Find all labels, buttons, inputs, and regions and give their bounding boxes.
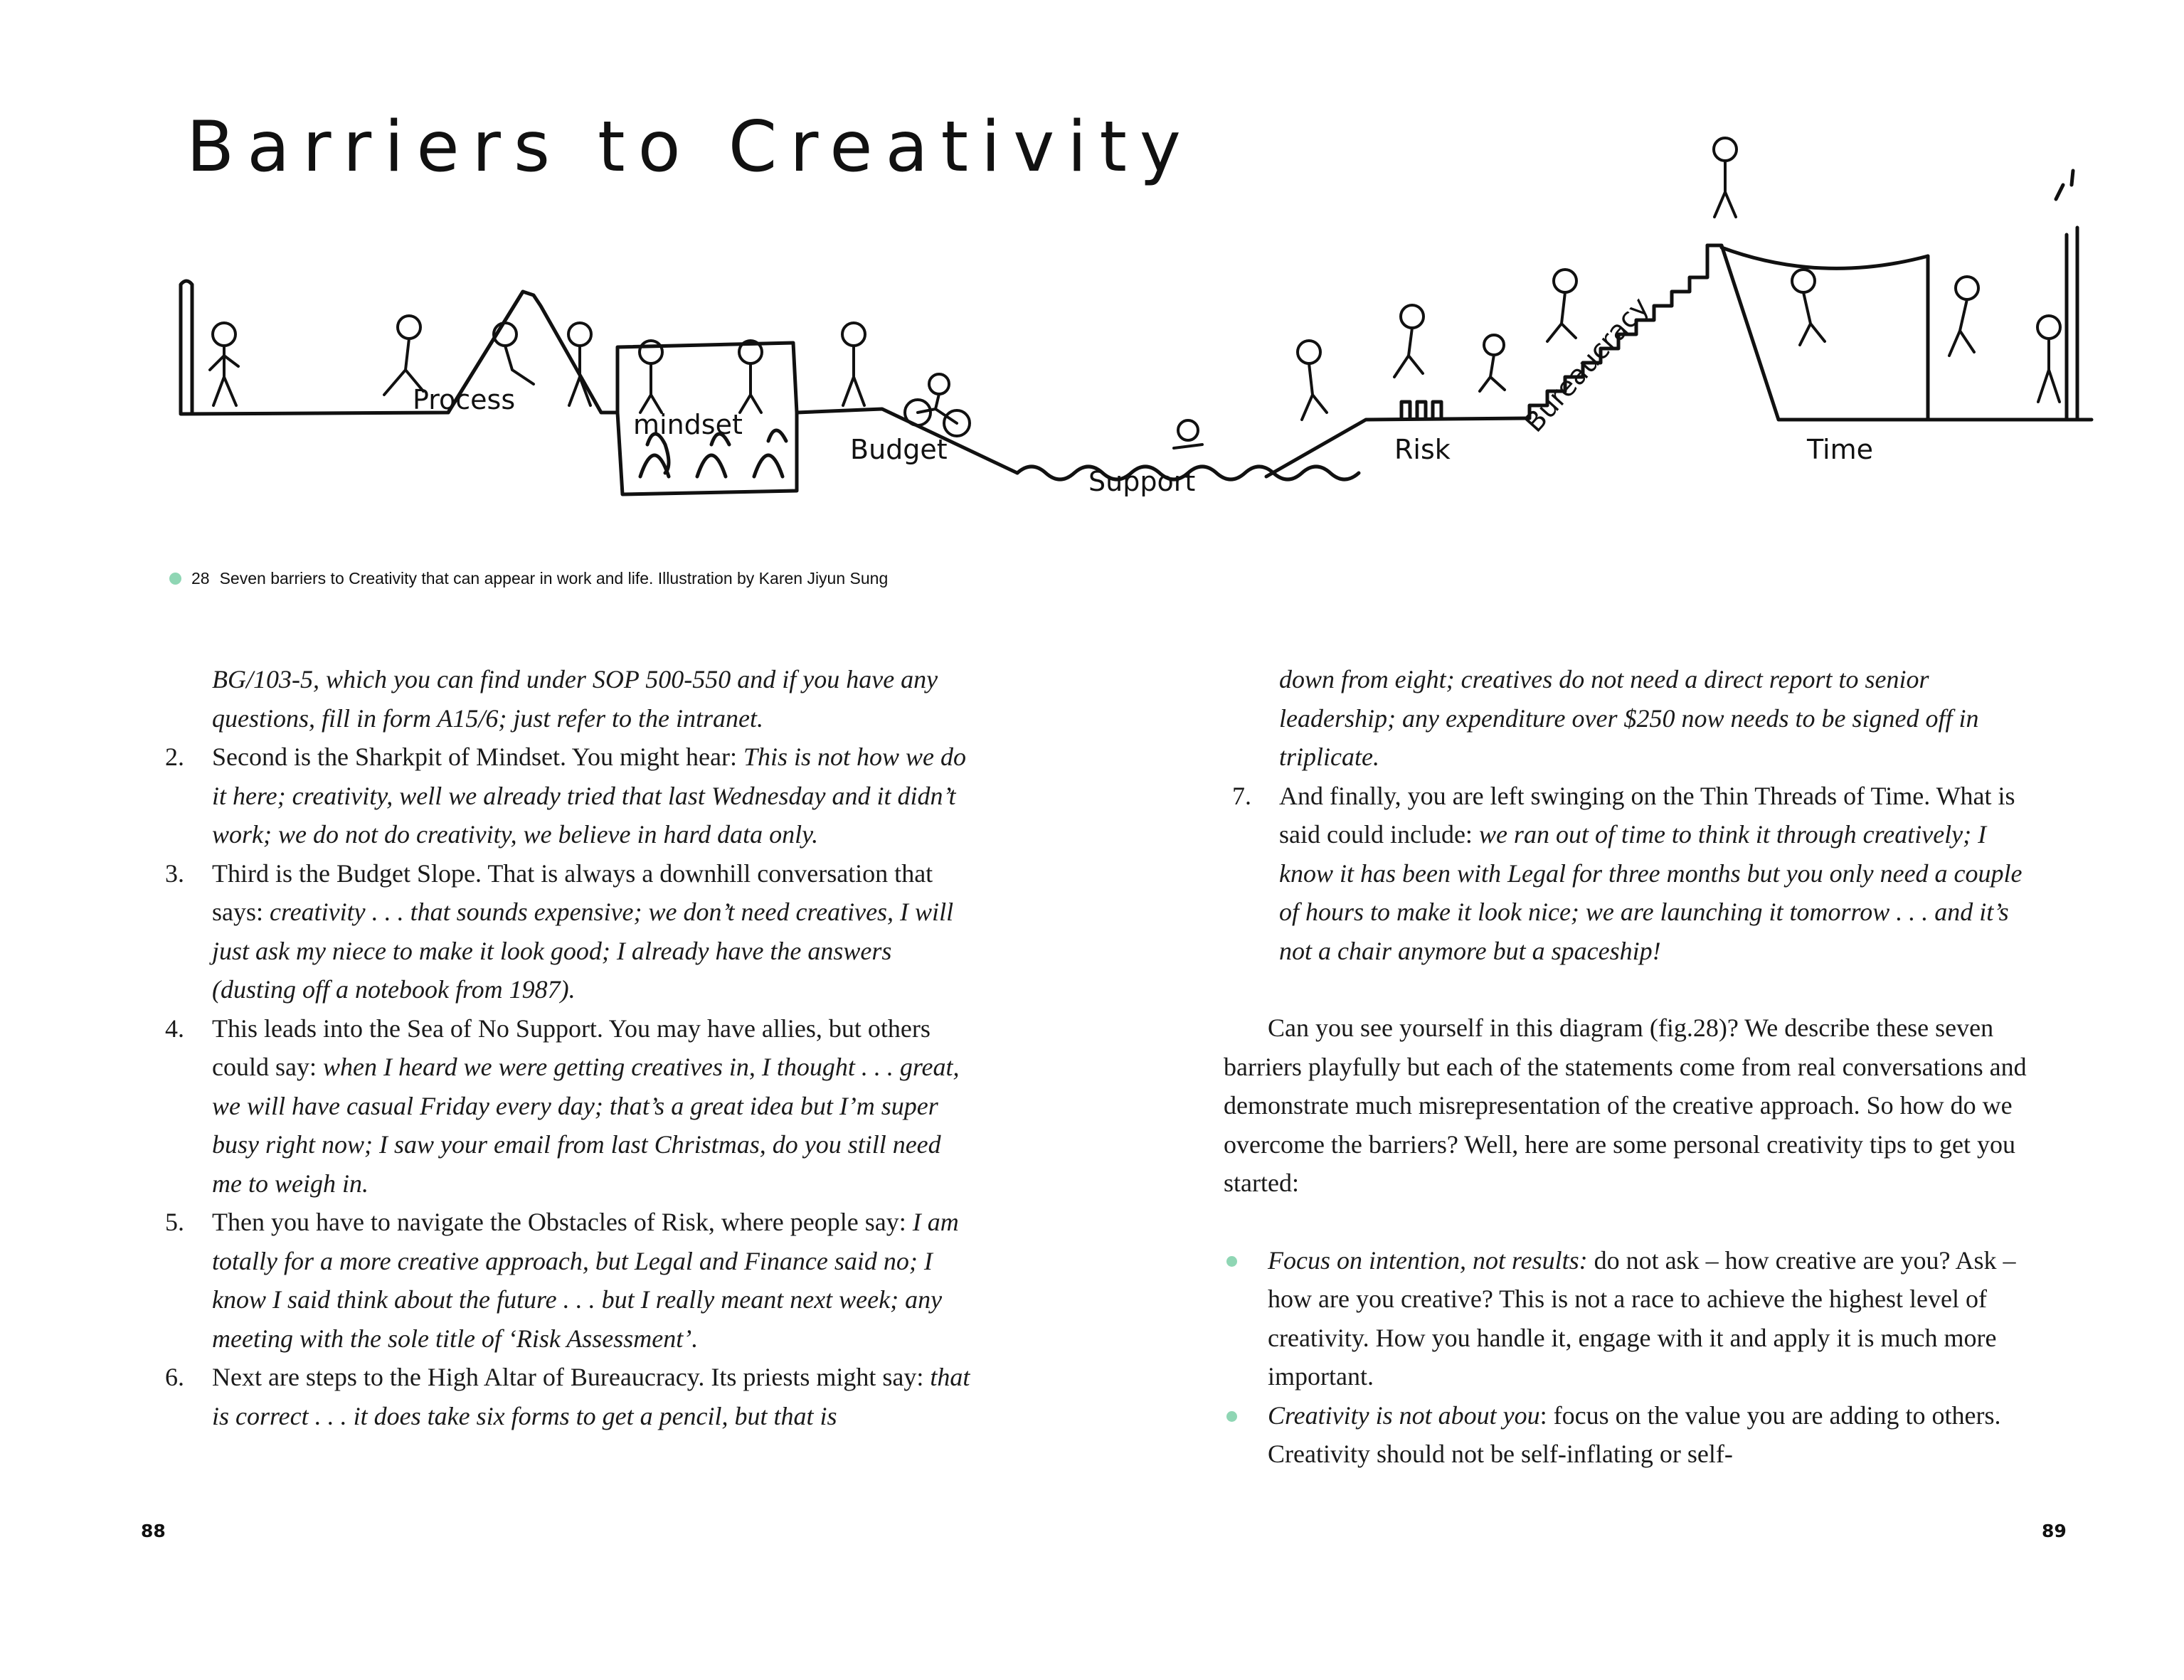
figure-walker-1 (210, 323, 238, 405)
label-support: Support (1088, 466, 1196, 497)
figure-climber (384, 316, 423, 395)
start-post (181, 281, 192, 413)
figure-swinger-2 (1949, 277, 1978, 356)
bullet-item: Creativity is not about you: focus on the value you are adding to others. Creativity should not be self-inflating or self- (1224, 1396, 2042, 1474)
page-number-left: 88 (141, 1521, 166, 1541)
continued-text: down from eight; creatives do not need a direct report to senior leadership; any expenditure over $250 now needs to be signed off in triplicate. (1279, 665, 1979, 771)
figure-top (1714, 138, 1737, 217)
list-item: 5. Then you have to navigate the Obstacles of Risk, where people say: I am totally for a more creative approach, but Legal and Finance said no; I know I said think about the future . . . but I really meant next week; any meeting with the sole title of ‘Risk Assessment’. (165, 1208, 959, 1353)
list-item: 6. Next are steps to the High Altar of Bureaucracy. Its priests might say: that is correct . . . it does take six forms to get a pencil, but that is (165, 1363, 970, 1430)
bullet-item: Focus on intention, not results: do not ask – how creative are you? Ask – how are you creative? This is not a race to achieve the highest level of creativity. How you handle it, engage with it and apply it is much more important. (1224, 1241, 2042, 1396)
label-bureaucracy: Bureaucracy (1517, 291, 1655, 439)
label-time: Time (1807, 434, 1873, 465)
page-title: Barriers to Creativity (186, 107, 1194, 188)
figure-swinger-1 (1792, 270, 1825, 345)
ground-line (181, 292, 617, 414)
right-column (1224, 660, 2042, 1474)
figure-walker-5 (2037, 316, 2060, 402)
body-paragraph: Can you see yourself in this diagram (fig.28)? We describe these seven barriers playfully but each of the statements come from real conversations and demonstrate much misrepresentation of the creative approach. So how do we overcome the barriers? Well, here are some personal creativity tips to get you started: (1224, 1014, 2027, 1197)
figure-swimmer (1174, 420, 1202, 448)
figure-pit-2 (739, 341, 762, 413)
caption-text: Seven barriers to Creativity that can appear in work and life. Illustration by Karen Jiyun Sung (219, 569, 889, 588)
caption-dot-icon (169, 573, 181, 585)
label-budget: Budget (850, 434, 948, 465)
barriers-drawing (171, 121, 2106, 519)
list-item: 3. Third is the Budget Slope. That is always a downhill conversation that says: creativity . . . that sounds expensive; we don’t need creatives, I will just ask my niece to make it look good; I already have the answers (dusting off a notebook from 1987). (165, 858, 954, 1004)
end-post (2056, 171, 2077, 420)
label-mindset: mindset (633, 409, 743, 440)
label-process: Process (413, 384, 516, 415)
bullet-dot-icon (1226, 1411, 1237, 1422)
figure-jumper-2 (1480, 335, 1505, 391)
barriers-illustration (171, 121, 2106, 519)
figure-pit-1 (640, 341, 662, 413)
bullet-dot-icon (1226, 1256, 1237, 1267)
figure-stair-climber (1547, 270, 1576, 341)
figure-cyclist (905, 374, 970, 436)
figure-walker-4 (1298, 341, 1327, 420)
list-item: 2. Second is the Sharkpit of Mindset. You might hear: This is not how we do it here; creativity, well we already tried that last Wednesday and it didn’t work; we do not do creativity, we believe in hard data only. (165, 743, 967, 849)
caption-number: 28 (191, 569, 210, 588)
figure-jumper-1 (1394, 305, 1424, 377)
time-thread (1722, 248, 1928, 268)
page-number-right: 89 (2042, 1521, 2067, 1541)
left-column (157, 660, 975, 1435)
list-item: 7. And finally, you are left swinging on the Thin Threads of Time. What is said could include: we ran out of time to think it through creatively; I know it has been with Legal for three months but you only need a couple of hours to make it look nice; we are launching it tomorrow . . . and it’s not a chair anymore but a spaceship! (1232, 781, 2023, 965)
figure-caption (169, 569, 888, 588)
label-risk: Risk (1394, 434, 1451, 465)
figure-walker-3 (842, 323, 865, 405)
list-item: 4. This leads into the Sea of No Support. You may have allies, but others could say: when I heard we were getting creatives in, I thought . . . great, we will have casual Friday every day; that’s a great idea but I’m super busy right now; I saw your email from last Christmas, do you still need me to weigh in. (165, 1014, 960, 1198)
continued-text: BG/103-5, which you can find under SOP 500-550 and if you have any questions, fill in form A15/6; just refer to the intranet. (212, 665, 938, 733)
